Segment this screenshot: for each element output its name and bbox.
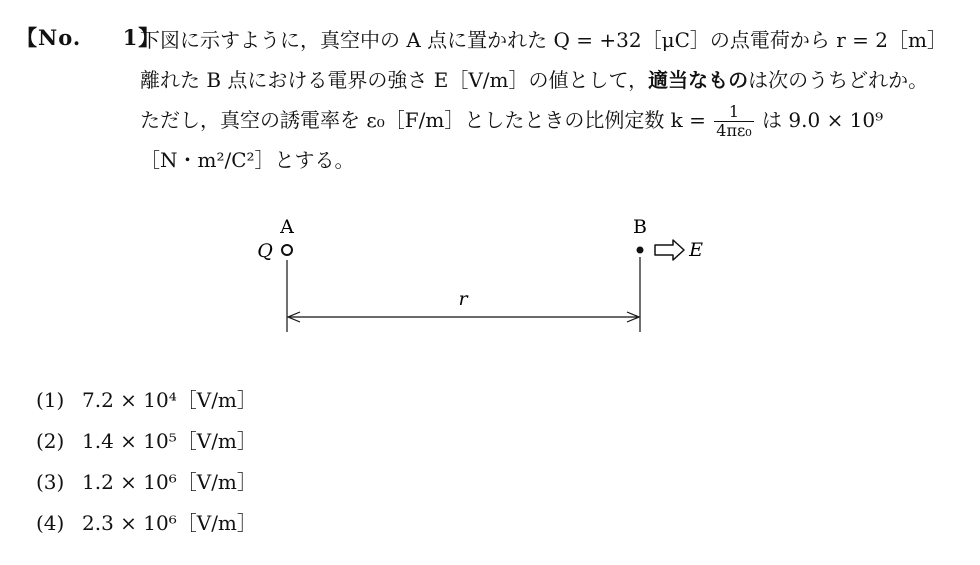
choice-text: 2.3 × 10⁶［V/m］ — [82, 511, 257, 535]
question-text — [140, 20, 960, 180]
choice-text: 7.2 × 10⁴［V/m］ — [82, 388, 257, 412]
question-line-3 — [140, 100, 960, 140]
question-number: 【No. 1】 — [16, 25, 161, 50]
fraction-denominator: 4πε₀ — [716, 121, 752, 140]
question-line-3-text: ただし，真空の誘電率を ε₀［F/m］としたときの比例定数 k = — [140, 108, 706, 132]
charge-diagram — [230, 205, 730, 340]
point-b-label: B — [633, 216, 647, 238]
emphasis-text: 適当なもの — [648, 68, 749, 92]
field-arrow-icon — [655, 240, 684, 260]
distance-label: r — [458, 288, 468, 310]
choice-number: (4) — [36, 511, 65, 535]
choice-2[interactable] — [36, 421, 257, 462]
question-line-4: ［N・m²/C²］とする。 — [140, 148, 355, 172]
field-label: E — [689, 239, 703, 261]
question-line-1: 下図に示すように，真空中の A 点に置かれた Q = +32［μC］の点電荷から r = 2［m］ — [140, 28, 947, 52]
point-b-dot — [637, 247, 644, 254]
choice-4[interactable] — [36, 503, 257, 544]
choice-number: (3) — [36, 470, 65, 494]
choice-number: (2) — [36, 429, 65, 453]
charge-point-a — [282, 245, 292, 255]
fraction-numerator: 1 — [714, 103, 753, 122]
coefficient-fraction — [714, 103, 753, 140]
charge-label: Q — [257, 240, 273, 262]
point-a-label: A — [280, 216, 294, 238]
choice-text: 1.4 × 10⁵［V/m］ — [82, 429, 257, 453]
choice-1[interactable] — [36, 380, 257, 421]
choice-text: 1.2 × 10⁶［V/m］ — [82, 470, 257, 494]
answer-choices — [36, 380, 257, 544]
choice-number: (1) — [36, 388, 65, 412]
question-line-3-tail: は 9.0 × 10⁹ — [762, 108, 884, 132]
choice-3[interactable] — [36, 462, 257, 503]
question-line-2: 離れた B 点における電界の強さ E［V/m］の値として，適当なものは次のうちどれか。 — [140, 68, 929, 92]
